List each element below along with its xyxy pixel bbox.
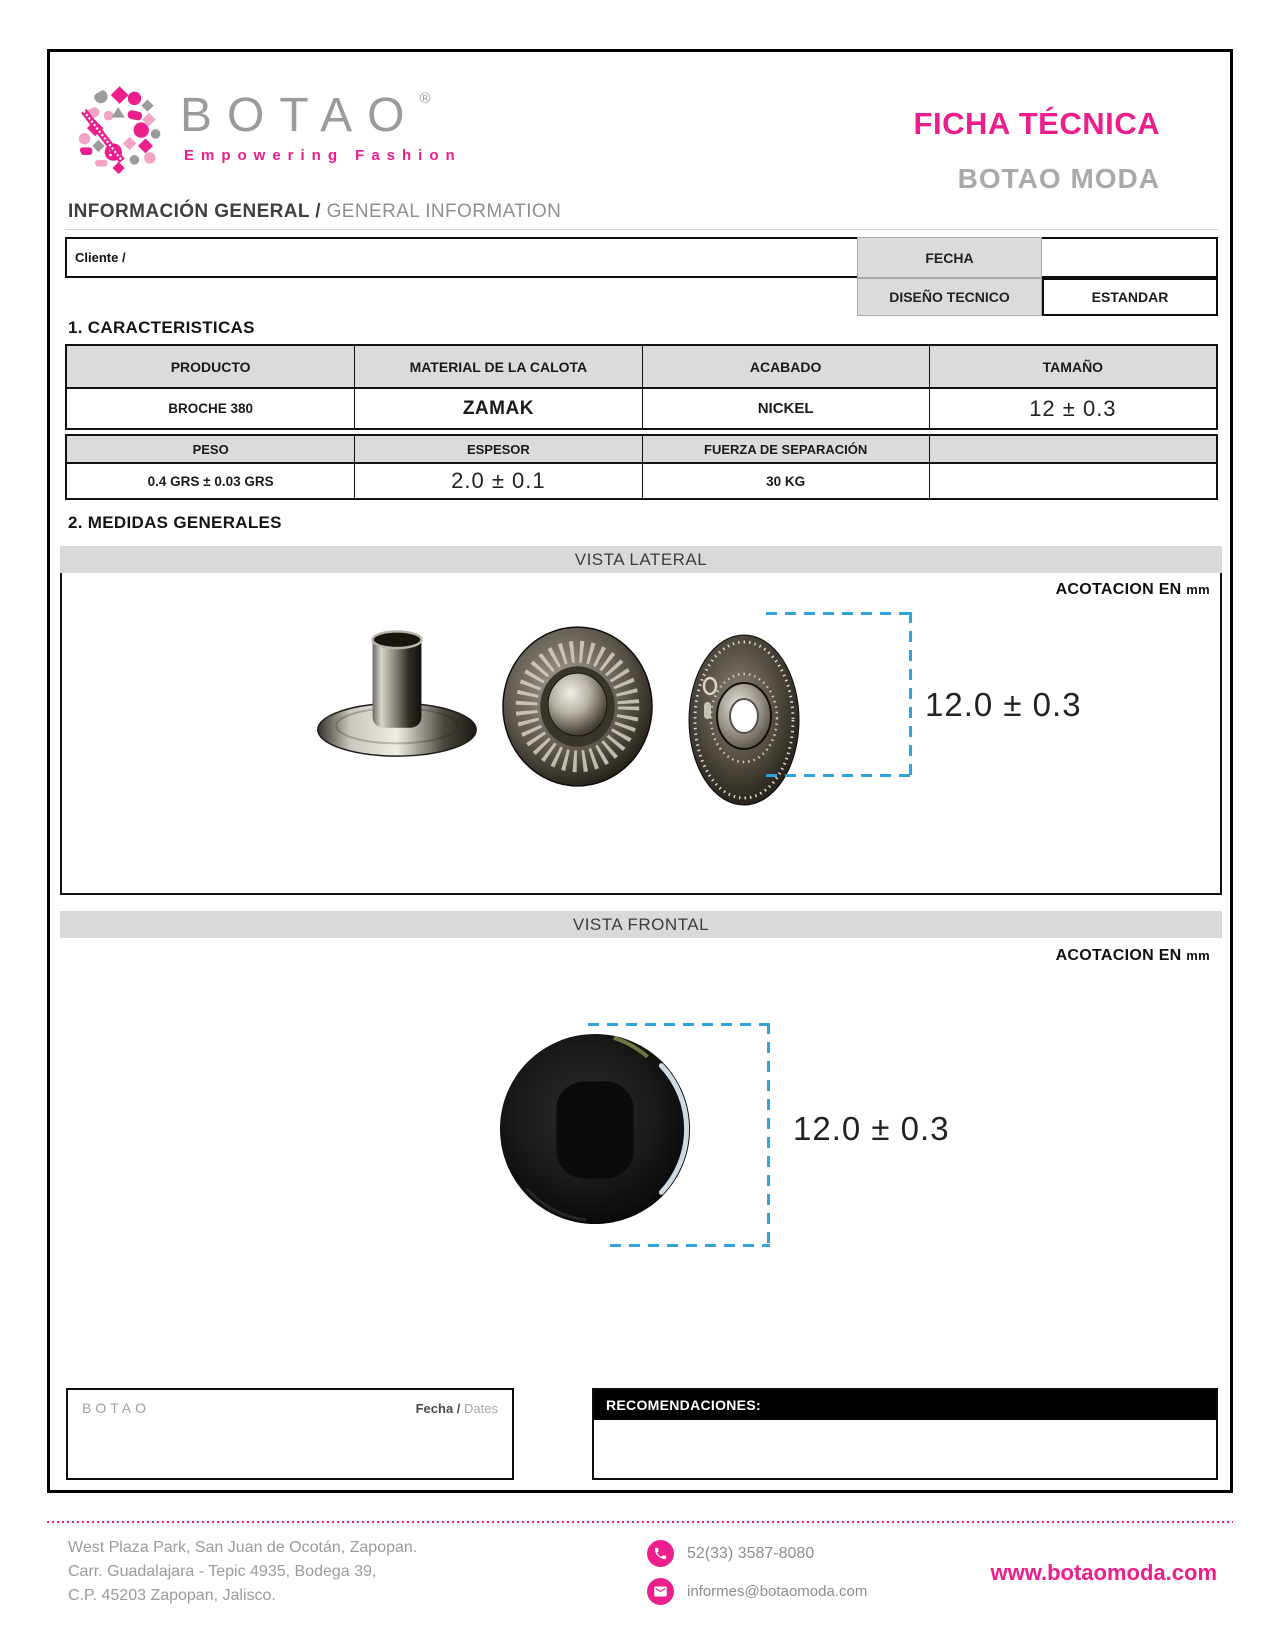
logo-mosaic-icon <box>74 167 170 184</box>
email-address[interactable]: informes@botaomoda.com <box>687 1583 868 1600</box>
doc-title: FICHA TÉCNICA <box>913 106 1160 141</box>
table1-value-tamano: 12 ± 0.3 <box>929 389 1216 428</box>
website-link[interactable]: www.botaomoda.com <box>990 1560 1217 1585</box>
table2-value-row <box>67 464 1216 498</box>
socket-cap-photo <box>502 624 654 795</box>
table1-value-producto: BROCHE 380 <box>168 401 254 416</box>
rivet-post-photo <box>313 628 481 765</box>
lateral-dimension-line-right <box>909 612 912 777</box>
footer-divider <box>47 1521 1233 1523</box>
table1-value-material: ZAMAK <box>354 389 641 428</box>
socket-ring-photo <box>688 634 800 811</box>
frontal-dimension-line-top <box>588 1023 770 1026</box>
date-label: Fecha / Dates <box>415 1401 498 1416</box>
table1-header-row <box>67 346 1216 389</box>
section-heading-general-info <box>68 201 561 223</box>
brand-date-box <box>66 1388 514 1480</box>
table1-value-acabado: NICKEL <box>642 389 929 428</box>
table1-header-tamano: TAMAÑO <box>929 346 1216 389</box>
section-heading-bold: INFORMACIÓN GENERAL / <box>68 201 321 222</box>
lateral-dimension-line-top <box>766 612 912 615</box>
table1-header-acabado: ACABADO <box>642 346 929 389</box>
email-icon <box>647 1578 674 1605</box>
registered-mark: ® <box>419 90 431 107</box>
table2-header-espesor: ESPESOR <box>354 436 641 464</box>
lateral-view-title-bar: VISTA LATERAL <box>60 546 1222 573</box>
caracteristicas-heading: 1. CARACTERISTICAS <box>68 318 255 337</box>
table2-header-row <box>67 436 1216 464</box>
table2-header-fuerza: FUERZA DE SEPARACIÓN <box>642 436 929 464</box>
recommendations-box <box>592 1388 1218 1480</box>
frontal-units-note: ACOTACION EN mm <box>1055 947 1210 964</box>
heading-underline <box>65 229 1218 230</box>
address-line-1: West Plaza Park, San Juan de Ocotán, Zapopan. <box>68 1539 418 1556</box>
section-heading-light: GENERAL INFORMATION <box>320 201 562 222</box>
medidas-heading: 2. MEDIDAS GENERALES <box>68 513 282 532</box>
address-line-2: Carr. Guadalajara - Tepic 4935, Bodega 39, <box>68 1563 377 1580</box>
caracteristicas-table-2 <box>65 434 1218 500</box>
lateral-units-note: ACOTACION EN mm <box>1055 581 1210 598</box>
fecha-label-cell: FECHA <box>857 237 1042 278</box>
brand-wordmark: BOTAO® <box>180 89 431 142</box>
diseno-tecnico-value-cell: ESTANDAR <box>1042 278 1218 316</box>
frontal-dimension-line-right <box>767 1023 770 1247</box>
phone-icon <box>647 1540 674 1567</box>
recommendations-header: RECOMENDACIONES: <box>594 1390 1216 1420</box>
brand-tagline: Empowering Fashion <box>184 147 462 164</box>
frontal-dimension-line-bottom <box>610 1244 770 1247</box>
lateral-dimension-value: 12.0 ± 0.3 <box>925 686 1082 723</box>
diseno-tecnico-label-cell: DISEÑO TECNICO <box>857 278 1042 316</box>
address-line-3: C.P. 45203 Zapopan, Jalisco. <box>68 1587 276 1604</box>
button-front-photo <box>497 1030 695 1233</box>
table2-header-peso: PESO <box>67 436 354 464</box>
table2-header-empty <box>929 436 1216 464</box>
phone-number: 52(33) 3587-8080 <box>687 1545 815 1562</box>
frontal-dimension-value: 12.0 ± 0.3 <box>793 1110 950 1147</box>
footer-address <box>68 1536 417 1608</box>
doc-subtitle: BOTAO MODA <box>957 163 1160 194</box>
table2-value-peso: 0.4 GRS ± 0.03 GRS <box>147 473 274 489</box>
table2-value-espesor: 2.0 ± 0.1 <box>354 464 641 498</box>
client-label: Cliente / <box>75 250 126 265</box>
brand-logo <box>74 84 170 180</box>
table2-value-empty <box>929 464 1216 498</box>
caracteristicas-table-1 <box>65 344 1218 430</box>
table1-header-material: MATERIAL DE LA CALOTA <box>354 346 641 389</box>
table1-value-row <box>67 389 1216 428</box>
brand-date-brand: BOTAO <box>82 1400 150 1416</box>
table1-header-producto: PRODUCTO <box>67 346 354 389</box>
table2-value-fuerza: 30 KG <box>642 464 929 498</box>
client-field-row <box>65 237 1218 278</box>
frontal-view-title-bar: VISTA FRONTAL <box>60 911 1222 938</box>
lateral-dimension-line-bottom <box>766 774 912 777</box>
